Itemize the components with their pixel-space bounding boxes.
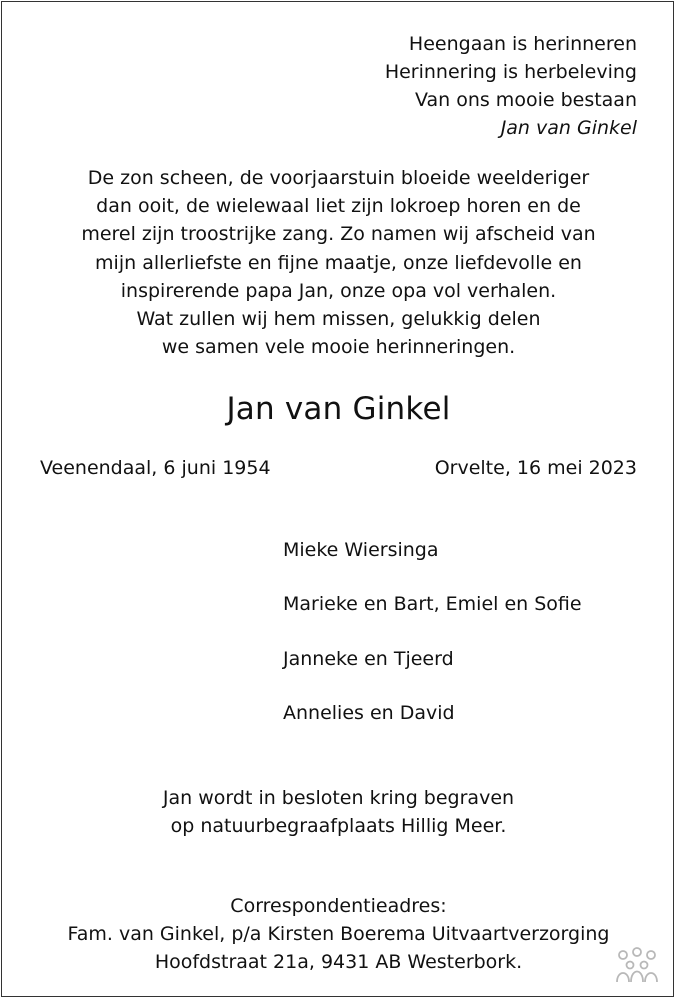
burial-line: op natuurbegraafplaats Hillig Meer. — [170, 815, 507, 837]
intro-line: inspirerende papa Jan, onze opa vol verhalen. — [120, 279, 557, 302]
birth-place-date: Veenendaal, 6 juni 1954 — [40, 457, 271, 479]
intro-text — [0, 164, 677, 361]
intro-line: Wat zullen wij hem missen, gelukkig delen — [136, 308, 541, 331]
poem-author: Jan van Ginkel — [500, 117, 637, 139]
correspondence-address — [0, 892, 677, 976]
deceased-name: Jan van Ginkel — [226, 391, 451, 427]
family-member: Janneke en Tjeerd — [283, 647, 454, 670]
intro-line: dan ooit, de wielewaal liet zijn lokroep horen en de — [96, 195, 581, 218]
family-member: Marieke en Bart, Emiel en Sofie — [283, 593, 582, 616]
intro-line: merel zijn troostrijke zang. Zo namen wij afscheid van — [81, 223, 596, 246]
correspondence-heading: Correspondentieadres: — [230, 895, 447, 917]
intro-line: De zon scheen, de voorjaarstuin bloeide weelderiger — [87, 167, 590, 189]
poem-line: Herinnering is herbeleving — [384, 61, 637, 83]
people-group-icon — [613, 946, 661, 986]
poem-line: Heengaan is herinneren — [408, 33, 637, 55]
intro-line: mijn allerliefste en fijne maatje, onze liefdevolle en — [95, 251, 582, 274]
family-list — [283, 536, 582, 754]
poem — [385, 30, 637, 142]
burial-line: Jan wordt in besloten kring begraven — [162, 787, 515, 809]
family-member: Annelies en David — [283, 702, 455, 725]
correspondence-line: Hoofdstraat 21a, 9431 AB Westerbork. — [154, 951, 523, 973]
correspondence-line: Fam. van Ginkel, p/a Kirsten Boerema Uitvaartverzorging — [67, 923, 610, 945]
notice-border — [1, 1, 674, 997]
burial-info — [0, 784, 677, 840]
death-place-date: Orvelte, 16 mei 2023 — [434, 457, 637, 479]
family-member: Mieke Wiersinga — [283, 539, 439, 561]
poem-line: Van ons mooie bestaan — [414, 89, 637, 111]
intro-line: we samen vele mooie herinneringen. — [161, 336, 516, 359]
